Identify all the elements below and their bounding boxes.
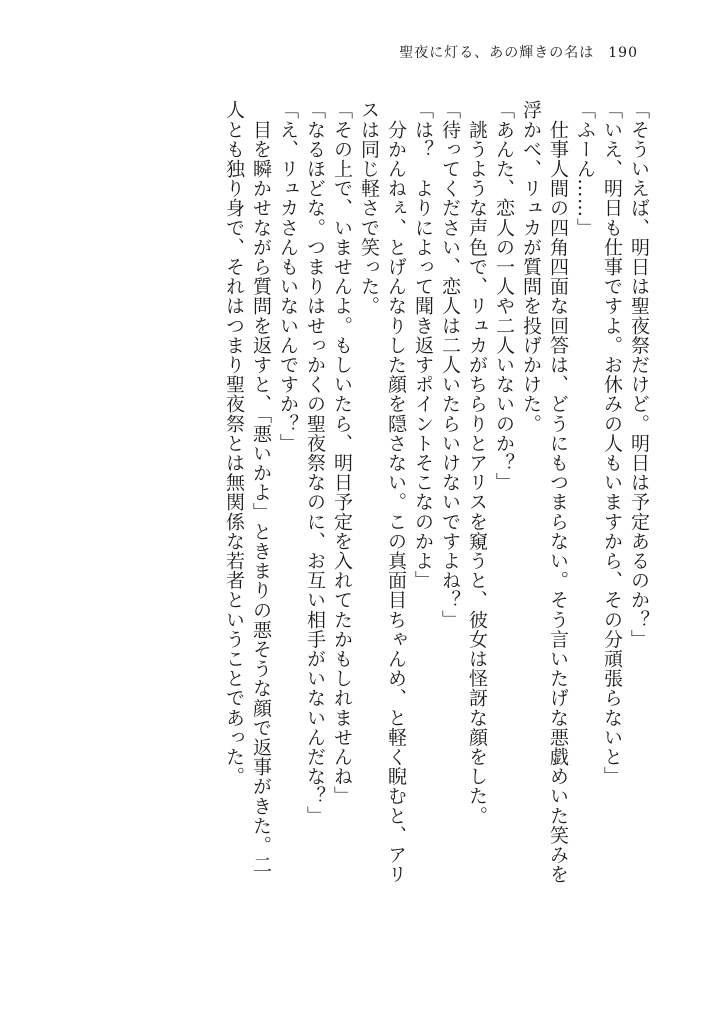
text-line: 「は？ よりによって聞き返すポイントそこなのかよ」 [412, 100, 434, 590]
page-number: 190 [608, 45, 638, 61]
text-line: 「あんた、恋人の一人や二人いないのか？」 [493, 100, 515, 492]
text-line: 誂うような声色で、リュカがちらりとアリスを窺うと、彼女は怪訝な顔をした。 [466, 100, 488, 826]
book-title: 聖夜に灯る、あの輝きの名は [399, 45, 595, 61]
running-header [399, 42, 638, 62]
text-line: 「そういえば、明日は聖夜祭だけど。明日は予定あるのか？」 [628, 100, 650, 649]
vertical-body-text [220, 100, 652, 1000]
text-line: スは同じ軽さで笑った。 [358, 100, 380, 316]
text-line: 「ふーん……」 [574, 100, 596, 238]
text-line: 「待ってください、恋人は二人いたらいけないですよね？」 [439, 100, 461, 630]
text-line: 浮かべ、リュカが質問を投げかけた。 [520, 100, 542, 434]
text-line: 目を瞬かせながら質問を返すと、「悪いかよ」ときまりの悪そうな顔で返事がきた。二 [250, 100, 272, 875]
text-line: 人とも独り身で、それはつまり聖夜祭とは無関係な若者ということであった。 [223, 100, 245, 786]
text-line: 仕事人間の四角四面な回答は、どうにもつまらない。そう言いたげな悪戯めいた笑みを [547, 100, 569, 884]
text-line: 「え、リュカさんもいないんですか？」 [277, 100, 299, 453]
text-line: 分かんねぇ、とげんなりした顔を隠さない。この真面目ちゃんめ、と軽く睨むと、アリ [385, 100, 407, 884]
text-line: 「その上で、いませんよ。もしいたら、明日予定を入れてたかもしれませんね」 [331, 100, 353, 806]
text-line: 「なるほどな。つまりはせっかくの聖夜祭なのに、お互い相手がいないんだな？」 [304, 100, 326, 826]
text-line: 「いえ、明日も仕事ですよ。お休みの人もいますから、その分頑張らないと」 [601, 100, 623, 786]
